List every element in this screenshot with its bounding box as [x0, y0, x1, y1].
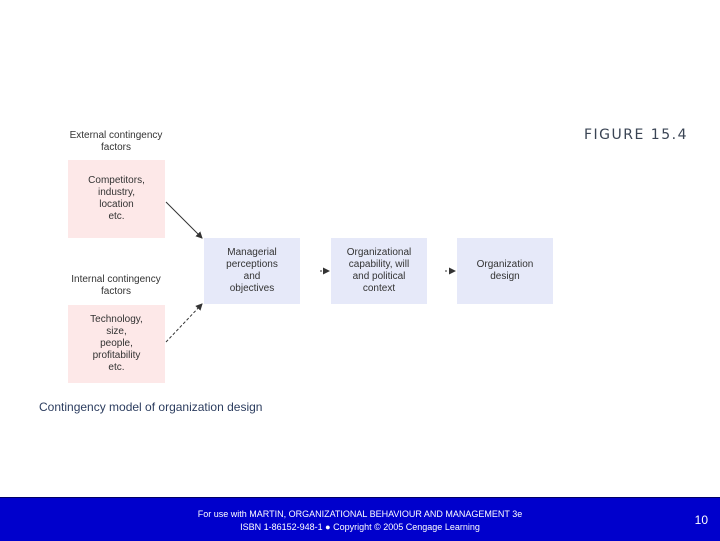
external-factors-box: Competitors, industry, location etc. — [68, 160, 165, 238]
managerial-perceptions-box: Managerial perceptions and objectives — [204, 238, 300, 304]
footer-line-2: ISBN 1-86152-948-1 ● Copyright © 2005 Cengage Learning — [240, 522, 480, 532]
arrow-internal-to-managerial — [166, 304, 202, 342]
organizational-capability-box: Organizational capability, will and political context — [331, 238, 427, 304]
footer-citation — [150, 508, 570, 534]
arrow-external-to-managerial — [166, 202, 202, 238]
page-number: 10 — [694, 513, 708, 527]
figure-number: FIGURE 15.4 — [584, 127, 688, 143]
footer-bar — [0, 497, 720, 541]
footer-line-1: For use with MARTIN, ORGANIZATIONAL BEHAVIOUR AND MANAGEMENT 3e — [197, 509, 523, 519]
internal-factors-label: Internal contingency factors — [71, 274, 161, 297]
external-factors-label: External contingency factors — [69, 130, 163, 153]
figure-caption: Contingency model of organization design — [39, 400, 263, 414]
organization-design-box: Organization design — [457, 238, 553, 304]
internal-factors-box: Technology, size, people, profitability etc. — [68, 305, 165, 383]
